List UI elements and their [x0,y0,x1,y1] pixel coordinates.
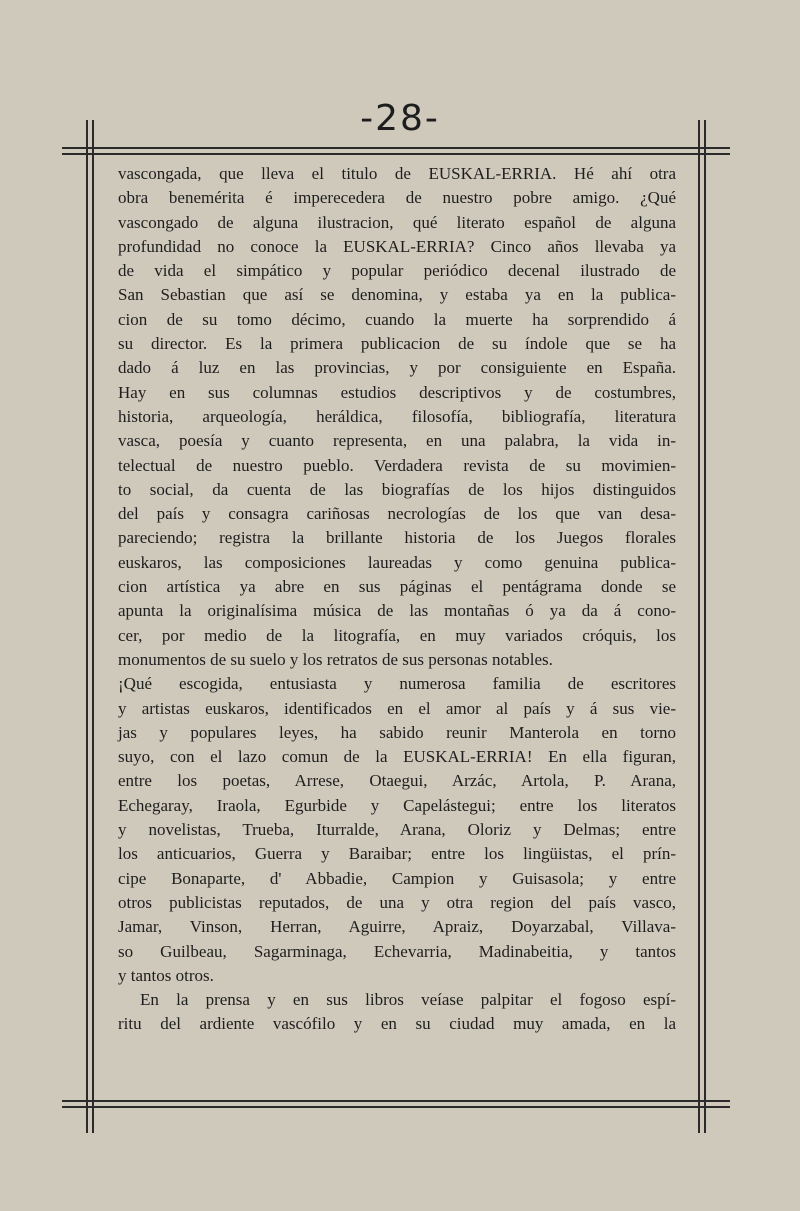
text-line: de vida el simpático y popular periódico decenal ilustrado de [118,261,676,281]
text-line: entre los poetas, Arrese, Otaegui, Arzác, Artola, P. Arana, [118,771,676,791]
frame-top-inner-line [62,153,730,155]
text-line: del país y consagra cariñosas necrologías de los que van desa- [118,504,676,524]
text-line: su director. Es la primera publicacion de su índole que se ha [118,334,676,354]
text-line: vasca, poesía y cuanto representa, en una palabra, la vida in- [118,431,676,451]
text-line: otros publicistas reputados, de una y otra region del país vasco, [118,892,676,912]
frame-left-outer-line [86,120,88,1133]
text-line: pareciendo; registra la brillante historia de los Juegos florales [118,528,676,548]
frame-bottom-outer-line [62,1100,730,1102]
text-line: y tantos otros. [118,965,214,985]
frame-top-outer-line [62,147,730,149]
text-line: y artistas euskaros, identificados en el amor al país y á sus vie- [118,698,676,718]
page-number: -28- [360,98,440,139]
text-line: cion artística ya abre en sus páginas el pentágrama donde se [118,577,676,597]
text-line: ¡Qué escogida, entusiasta y numerosa familia de escritores [118,674,676,694]
text-line: so Guilbeau, Sagarminaga, Echevarria, Madinabeitia, y tantos [118,941,676,961]
text-line: apunta la originalísima música de las montañas ó ya da á cono- [118,601,676,621]
body-text [118,162,676,1037]
text-line: Jamar, Vinson, Herran, Aguirre, Apraiz, Doyarzabal, Villava- [118,917,676,937]
text-line: jas y populares leyes, ha sabido reunir Manterola en torno [118,722,676,742]
text-line: y novelistas, Trueba, Iturralde, Arana, Oloriz y Delmas; entre [118,820,676,840]
text-line: suyo, con el lazo comun de la EUSKAL-ERRIA! En ella figuran, [118,747,676,767]
text-line: dado á luz en las provincias, y por consiguiente en España. [118,358,676,378]
frame-right-inner-line [704,120,706,1133]
frame-left-inner-line [92,120,94,1133]
text-line: San Sebastian que así se denomina, y estaba ya en la publica- [118,285,676,305]
text-line: En la prensa y en sus libros veíase palpitar el fogoso espí- [140,990,676,1010]
text-line: obra benemérita é imperecedera de nuestro pobre amigo. ¿Qué [118,188,676,208]
text-line: ritu del ardiente vascófilo y en su ciudad muy amada, en la [118,1014,676,1034]
text-line: cipe Bonaparte, d' Abbadie, Campion y Guisasola; y entre [118,868,676,888]
text-line: profundidad no conoce la EUSKAL-ERRIA? Cinco años llevaba ya [118,236,676,256]
text-line: los anticuarios, Guerra y Baraibar; entre los lingüistas, el prín- [118,844,676,864]
text-line: vascongada, que lleva el titulo de EUSKAL-ERRIA. Hé ahí otra [118,164,676,183]
text-line: to social, da cuenta de las biografías de los hijos distinguidos [118,479,676,499]
text-line: telectual de nuestro pueblo. Verdadera revista de su movimien- [118,455,676,475]
text-line: monumentos de su suelo y los retratos de sus personas notables. [118,649,553,669]
frame-right-outer-line [698,120,700,1133]
frame-bottom-inner-line [62,1106,730,1108]
text-line: vascongado de alguna ilustracion, qué literato español de alguna [118,212,676,232]
text-line: Hay en sus columnas estudios descriptivos y de costumbres, [118,382,676,402]
text-line: cion de su tomo décimo, cuando la muerte ha sorprendido á [118,309,676,329]
text-line: cer, por medio de la litografía, en muy variados cróquis, los [118,625,676,645]
text-line: euskaros, las composiciones laureadas y como genuina publica- [118,552,676,572]
text-line: historia, arqueología, heráldica, filosofía, bibliografía, literatura [118,406,676,426]
text-line: Echegaray, Iraola, Egurbide y Capelástegui; entre los literatos [118,795,676,815]
